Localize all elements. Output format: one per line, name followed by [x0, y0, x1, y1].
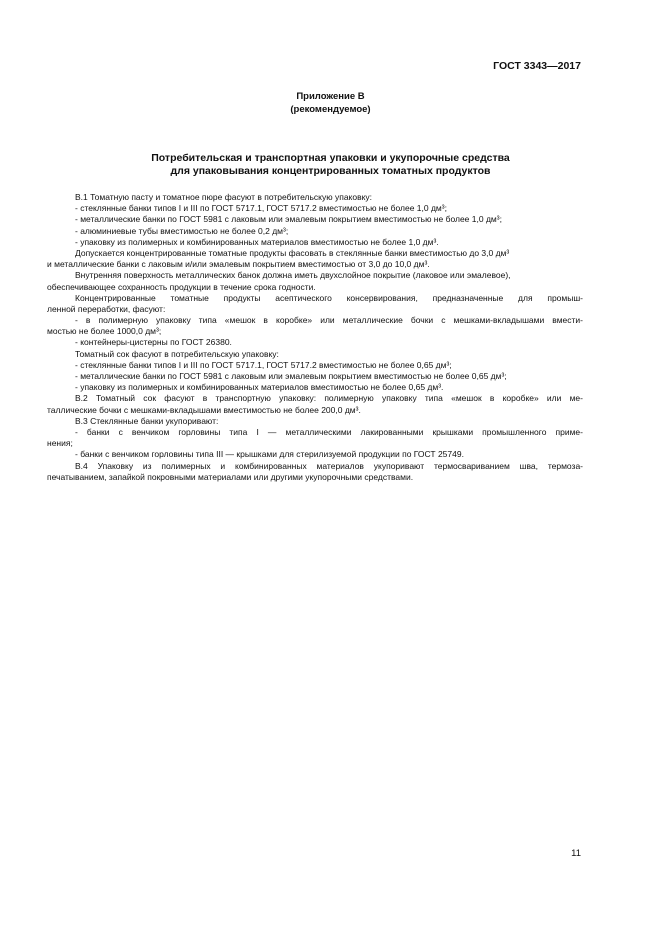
text-line: - упаковку из полимерных и комбинированных материалов вместимостью не более 1,0 дм³.: [75, 236, 439, 247]
text-line: Концентрированные томатные продукты асептического консервирования, предназначенные для промыш-: [75, 292, 583, 303]
text-line: таллические бочки с мешками-вкладышами вместимостью не более 200,0 дм³.: [47, 404, 361, 415]
text-line: нения;: [47, 438, 73, 449]
text-line: В.2 Томатный сок фасуют в транспортную упаковку: полимерную упаковку типа «мешок в коробке» или ме-: [75, 393, 583, 404]
text-line: - стеклянные банки типов I и III по ГОСТ 5717.1, ГОСТ 5717.2 вместимостью не более 0,65 дм³;: [75, 359, 452, 370]
text-line: Внутренняя поверхность металлических банок должна иметь двухслойное покрытие (лаковое или эмалевое),: [75, 270, 511, 281]
text-line: печатыванием, запайкой покровными материалами или другими укупорочными средствами.: [47, 471, 414, 482]
section-title: [0, 152, 661, 178]
text-line: и металлические банки с лаковым и/или эмалевым покрытием вместимостью от 3,0 до 10,0 дм³.: [47, 259, 430, 270]
text-line: мостью не более 1000,0 дм³;: [47, 326, 162, 337]
title-line-1: Потребительская и транспортная упаковки и укупорочные средства: [151, 152, 510, 164]
text-line: - банки с венчиком горловины типа III — крышками для стерилизуемой продукции по ГОСТ 25749.: [75, 449, 464, 460]
annex-heading: [0, 90, 661, 116]
text-line: - алюминиевые тубы вместимостью не более 0,2 дм³;: [75, 225, 289, 236]
text-line: - металлические банки по ГОСТ 5981 с лаковым или эмалевым покрытием вместимостью не более 1,0 дм³;: [75, 214, 502, 225]
text-line: - в полимерную упаковку типа «мешок в коробке» или металлические бочки с мешками-вкладышами вмести-: [75, 315, 583, 326]
body-text: [47, 192, 583, 483]
text-line: ленной переработки, фасуют:: [47, 303, 166, 314]
annex-label: Приложение В: [296, 91, 365, 102]
text-line: Допускается концентрированные томатные продукты фасовать в стеклянные банки вместимостью до 3,0 дм³: [75, 247, 510, 258]
page-number: 11: [571, 848, 581, 859]
document-code: ГОСТ 3343—2017: [493, 60, 581, 72]
text-line: - металлические банки по ГОСТ 5981 с лаковым или эмалевым покрытием вместимостью не более 0,65 дм³;: [75, 371, 507, 381]
title-line-2: для упаковывания концентрированных томатных продуктов: [170, 165, 491, 177]
text-line: обеспечивающее сохранность продукции в течение срока годности.: [47, 281, 316, 292]
text-line: В.1 Томатную пасту и томатное пюре фасуют в потребительскую упаковку:: [75, 192, 373, 202]
annex-status: (рекомендуемое): [290, 104, 371, 115]
text-line: - упаковку из полимерных и комбинированных материалов вместимостью не более 0,65 дм³.: [75, 382, 444, 393]
text-line: - стеклянные банки типов I и III по ГОСТ 5717.1, ГОСТ 5717.2 вместимостью не более 1,0 дм³;: [75, 203, 447, 214]
text-line: - контейнеры-цистерны по ГОСТ 26380.: [75, 337, 232, 348]
text-line: В.4 Упаковку из полимерных и комбинированных материалов укупоривают термосвариванием шва, термоза-: [75, 460, 583, 471]
text-line: - банки с венчиком горловины типа I — металлическими лакированными крышками промышленного приме-: [75, 426, 583, 437]
text-line: В.3 Стеклянные банки укупоривают:: [75, 415, 219, 426]
text-line: Томатный сок фасуют в потребительскую упаковку:: [75, 348, 279, 359]
